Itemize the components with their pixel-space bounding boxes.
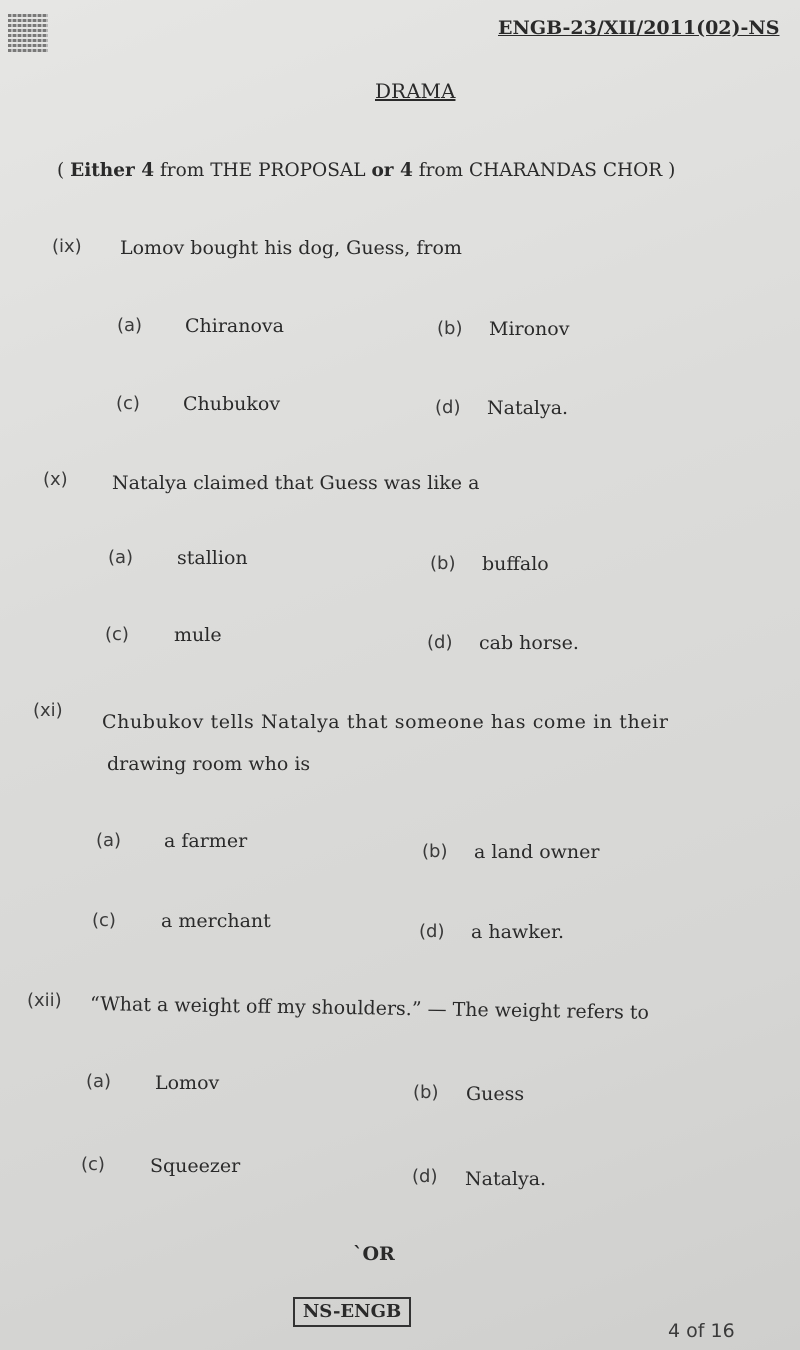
question-text: Chubukov tells Natalya that someone has come in their	[102, 711, 669, 733]
option-key: (a)	[117, 315, 143, 336]
option-text: Lomov	[155, 1072, 220, 1094]
option-key: (b)	[413, 1082, 439, 1103]
option-text: a land owner	[474, 841, 600, 863]
option-text: stallion	[177, 547, 248, 569]
option-text: a hawker.	[471, 921, 564, 943]
paper-code: ENGB-23/XII/2011(02)-NS	[498, 17, 780, 39]
option-key: (b)	[437, 318, 463, 339]
option-key: (d)	[427, 632, 453, 653]
option-text: a farmer	[164, 830, 248, 852]
question-text: Natalya claimed that Guess was like a	[112, 472, 480, 494]
question-text-line2: drawing room who is	[107, 753, 311, 775]
option-text: a merchant	[161, 910, 271, 932]
question-number: (x)	[43, 469, 68, 490]
question-text: Lomov bought his dog, Guess, from	[120, 237, 462, 259]
barcode-mark	[8, 14, 48, 52]
option-text: mule	[174, 624, 222, 646]
option-key: (c)	[116, 393, 140, 414]
question-number: (xii)	[27, 990, 62, 1011]
option-key: (a)	[96, 830, 122, 851]
option-text: Chiranova	[185, 315, 284, 337]
question-text: “What a weight off my shoulders.” — The weight refers to	[89, 993, 650, 1024]
option-key: (c)	[92, 910, 116, 931]
option-text: Guess	[466, 1083, 525, 1105]
option-text: Mironov	[489, 318, 570, 340]
instruction: ( Either 4 from THE PROPOSAL or 4 from CHARANDAS CHOR )	[57, 160, 676, 181]
section-title: DRAMA	[375, 79, 456, 103]
option-key: (b)	[430, 553, 456, 574]
option-key: (b)	[422, 841, 448, 862]
option-key: (d)	[419, 921, 445, 942]
option-text: Natalya.	[465, 1168, 547, 1190]
option-key: (a)	[108, 547, 134, 568]
page-number: 4 of 16	[668, 1320, 735, 1342]
or-separator: `OR	[353, 1243, 395, 1265]
option-key: (d)	[412, 1166, 438, 1187]
option-text: Chubukov	[183, 393, 281, 415]
option-text: buffalo	[482, 553, 549, 575]
question-number: (ix)	[52, 236, 82, 257]
option-text: Squeezer	[150, 1155, 241, 1177]
option-key: (c)	[105, 624, 129, 645]
code-box: NS-ENGB	[293, 1297, 411, 1327]
option-text: Natalya.	[487, 397, 569, 419]
question-number: (xi)	[33, 700, 63, 721]
option-key: (a)	[86, 1071, 112, 1092]
option-key: (d)	[435, 397, 461, 418]
option-text: cab horse.	[479, 632, 579, 654]
option-key: (c)	[81, 1154, 105, 1175]
